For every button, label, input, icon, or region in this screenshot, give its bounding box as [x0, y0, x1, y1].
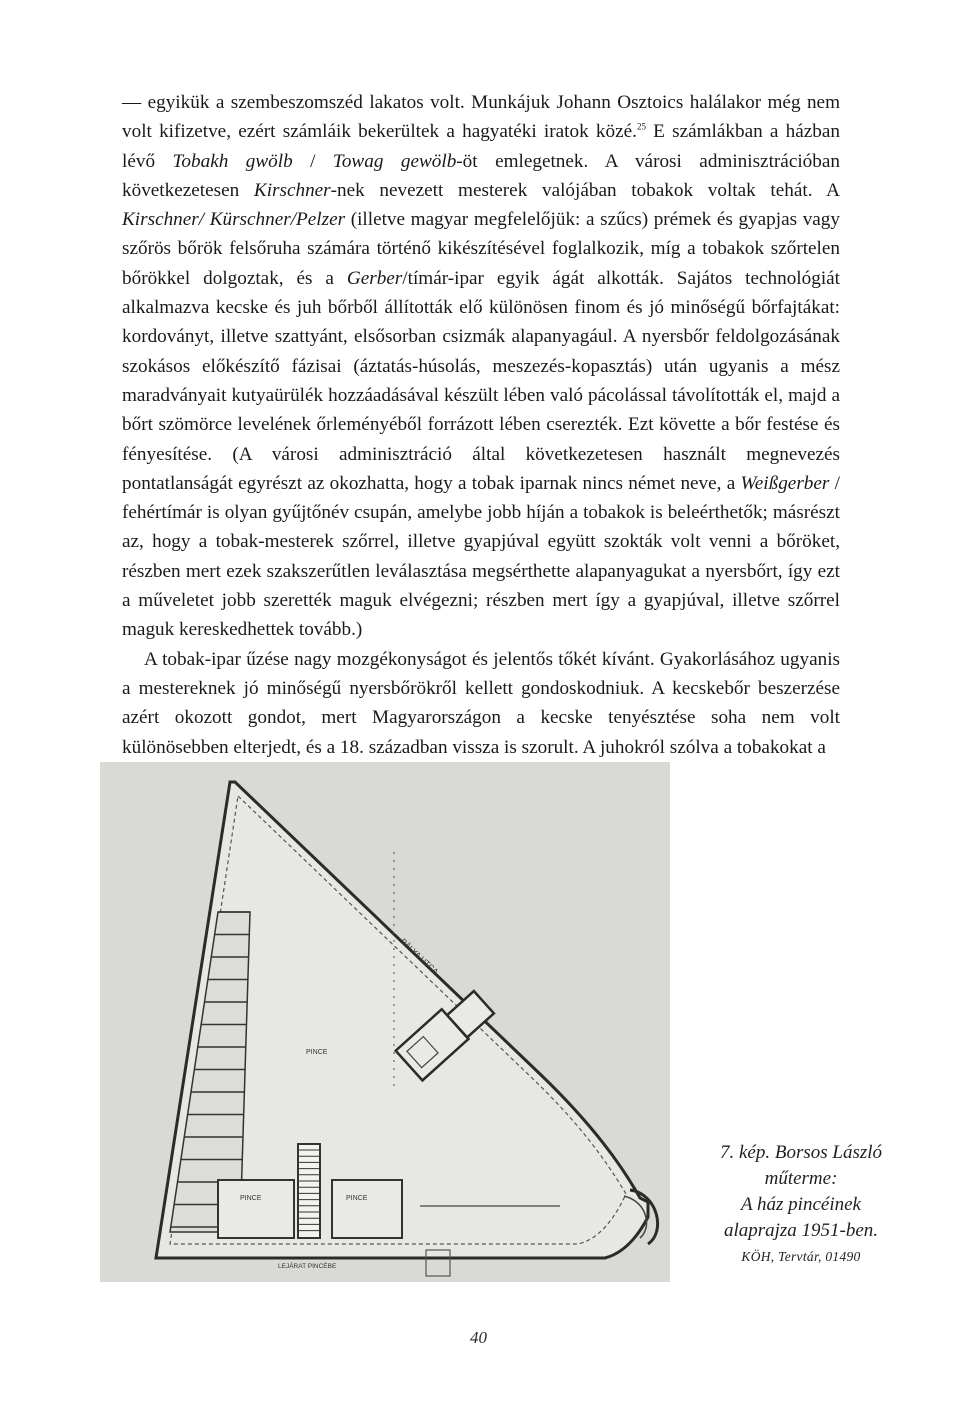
- footnote-ref[interactable]: 25: [636, 121, 646, 132]
- caption-line-4: alaprajza 1951-ben.: [723, 1220, 879, 1241]
- plan-label-cellar-2: PINCE: [240, 1195, 262, 1202]
- floor-plan-drawing: [100, 762, 670, 1282]
- plan-label-stairs: LEJÁRAT PINCÉBE: [278, 1263, 337, 1270]
- plan-label-cellar-3: PINCE: [346, 1195, 368, 1202]
- paragraph-2: A tobak-ipar űzése nagy mozgékonyságot és jelentős tőkét kívánt. Gyakorlásához ugyanis a mestereknek jó minőségű nyersbőrökről kellett gondoskodniuk. A kecskebőr beszerzése azért okozott gondot, mert Magyarországon a kecske tenyésztése soha nem volt különösebben elterjedt, és a 18. században vissza is szorult. A juhokról szólva a tobakokat a: [122, 648, 840, 758]
- caption-source: KÖH, Tervtár, 01490: [741, 1249, 861, 1264]
- figure-caption: [696, 1140, 906, 1270]
- article-text: [122, 88, 840, 762]
- page-number: 40: [470, 1328, 487, 1347]
- plan-label-cellar-1: PINCE: [306, 1049, 328, 1056]
- caption-line-1: 7. kép. Borsos László: [719, 1142, 883, 1163]
- paragraph-1: — egyikük a szembeszomszéd lakatos volt. Munkájuk Johann Osztoics halálakor még nem volt kifizetve, ezért számláik bekerültek a hagyatéki iratok közé.$^{25}$ E számlákban a házban lévő Tobakh gwölb / Towag gewölb-öt emlegetnek. A városi adminisztrációban következetesen Kirschner-nek nevezett mesterek valójában tobakok voltak tehát. A Kirschner/ Kürschner/Pelzer (illetve magyar megfelelőjük: a szűcs) prémek és gyapjas vagy szőrös bőrök felsőruha számára történő kikészítésével foglalkozik, míg a tobakok szőrtelen bőrökkel dolgoztak, és a Gerber/tímár-ipar egyik ágát alkották. Sajátos technológiát alkalmazva kecske és juh bőrből állították elő különösen finom és jó minőségű bőrfajtákat: kordoványt, illetve szattyánt, elsősorban csizmák alapanyagául. A nyersbőr feldolgozásának szokásos előkészítő fázisai (áztatás-húsolás, meszezés-kopasztás) után ugyanis a mész maradványait kutyaürülék hozzáadásával készült lében való pácolással távolították el, majd a bőrt szömörce levelének őrleményéből forrázott lében cserezték. Ezt követte a bőr festése és fényesítése. (A városi adminisztráció által következetesen használt megnevezés pontatlanságát egyrészt az okozhatta, hogy a tobak iparnak nincs német neve, a Weißgerber / fehértímár is olyan gyűjtőnév csupán, amelybe jobb híján a tobakok is beleérthetők; másrészt az, hogy a tobak-mesterek szőrrel, illetve gyapjúval együtt szokták volt venni a bőröket, részben mert ezek szakszerűtlen leválasztása megsérthette alapanyagukat a nyersbőrt, így ezt a műveletet jobb szerették maguk elvégezni; részben mert így a gyapjúval, illetve szőrrel maguk kereskedhettek tovább.): [122, 92, 840, 641]
- floor-plan-figure: [100, 762, 670, 1282]
- caption-line-3: A ház pincéinek: [741, 1194, 861, 1215]
- caption-line-2: műterme:: [764, 1168, 838, 1189]
- plan-label-street: PÁLYA UTCA: [398, 936, 441, 977]
